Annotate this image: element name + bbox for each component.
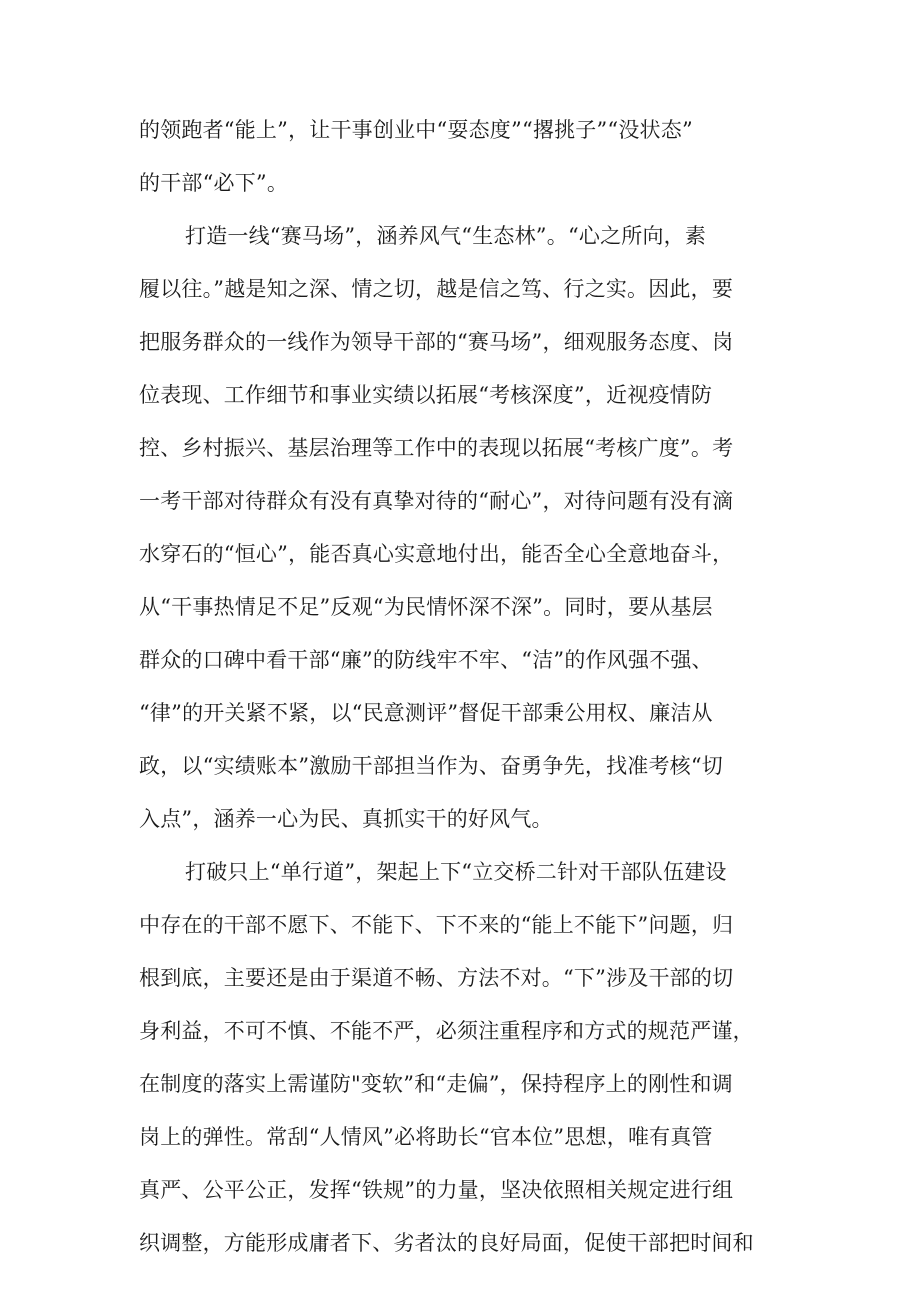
text-line: 把服务群众的一线作为领导干部的“赛马场”，细观服务态度、岗 [139,330,734,354]
paragraph-start-line: 打造一线“赛马场”，涵养风气“生态林”。“心之所向，素 [185,224,707,248]
text-line: 的干部“必下”。 [139,171,289,195]
text-line: 在制度的落实上需谨防"变软”和“走偏”，保持程序上的刚性和调 [139,1072,733,1096]
text-line: 从“干事热情足不足”反观“为民情怀深不深”。同时，要从基层 [139,595,713,619]
text-line: 岗上的弹性。常刮“人情风”必将助长“官本位”思想，唯有真管 [139,1125,713,1149]
text-line: 中存在的干部不愿下、不能下、下不来的“能上不能下”问题，归 [139,913,734,937]
text-line: 根到底，主要还是由于渠道不畅、方法不对。“下”涉及干部的切 [139,966,734,990]
text-line: 的领跑者“能上”，让干事创业中“耍态度”“撂挑子”“没状态” [139,118,693,142]
text-line: 政，以“实绩账本”激励干部担当作为、奋勇争先，找准考核“切 [139,754,724,778]
paragraph-start-line: 打破只上“单行道”，架起上下“立交桥二针对干部队伍建设 [185,860,727,884]
text-line: 控、乡村振兴、基层治理等工作中的表现以拓展“考核广度”。考 [139,436,734,460]
text-line: 水穿石的“恒心”，能否真心实意地付出，能否全心全意地奋斗， [139,542,734,566]
text-line: 织调整，方能形成庸者下、劣者汰的良好局面，促使干部把时间和 [139,1231,754,1255]
text-line: 群众的口碑中看干部“廉”的防线牢不牢、“洁”的作风强不强、 [139,648,713,672]
text-line: “律”的开关紧不紧，以“民意测评”督促干部秉公用权、廉洁从 [139,701,713,725]
text-line: 入点”，涵养一心为民、真抓实干的好风气。 [139,807,553,831]
text-line: 真严、公平公正，发挥“铁规”的力量，坚决依照相关规定进行组 [139,1178,734,1202]
text-line: 位表现、工作细节和事业实绩以拓展“考核深度”，近视疫情防 [139,383,713,407]
text-line: 身利益，不可不慎、不能不严，必须注重程序和方式的规范严谨， [139,1019,754,1043]
text-line: 履以往。”越是知之深、情之切，越是信之笃、行之实。因此，要 [139,277,734,301]
text-line: 一考干部对待群众有没有真挚对待的“耐心”，对待问题有没有滴 [139,489,734,513]
